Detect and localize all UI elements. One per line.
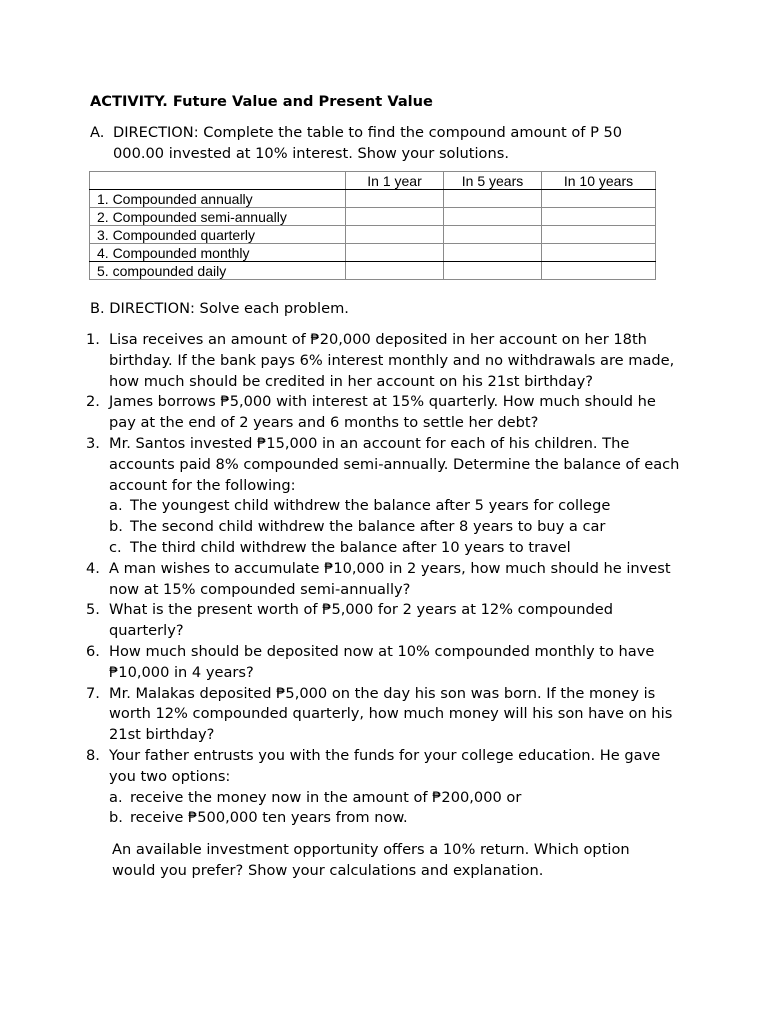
problem-list [86,330,686,829]
sub-item-text: The third child withdrew the balance after 10 years to travel [130,538,571,556]
table-row [90,226,656,244]
table-row [90,190,656,208]
table-row-label: 4. Compounded monthly [90,244,346,262]
problem-item [86,746,686,829]
problem-number: 1. [86,331,100,348]
section-a-label: A. [90,124,105,141]
sub-item [109,517,686,538]
table-row [90,262,656,280]
problem-item [86,434,686,559]
table-cell[interactable] [346,226,444,244]
page-title: ACTIVITY. Future Value and Present Value [90,93,433,110]
table-header-cell: In 5 years [444,172,542,190]
problem-text: How much should be deposited now at 10% compounded monthly to have ₱10,000 in 4 years? [109,642,655,681]
problem-item [86,330,686,392]
sub-item-text: The second child withdrew the balance after 8 years to buy a car [130,518,606,536]
problem-number: 6. [86,642,100,660]
problem-item [86,559,686,601]
table-cell[interactable] [346,208,444,226]
sub-item [109,788,686,809]
sub-item-letter: a. [109,788,123,806]
table-cell[interactable] [346,262,444,280]
problem-number: 7. [86,684,100,702]
problem-number: 8. [86,746,100,764]
table-cell[interactable] [542,190,656,208]
problem-number: 4. [86,559,100,577]
section-a-text: DIRECTION: Complete the table to find the compound amount of P 50 000.00 invested at 10% interest. Show your solutions. [113,124,623,162]
problem-text: Mr. Santos invested ₱15,000 in an account for each of his children. The accounts paid 8% compounded semi-annually. Determine the balance of each account for the following: [109,434,680,494]
table-cell[interactable] [542,262,656,280]
sub-item-text: receive ₱500,000 ten years from now. [130,809,408,827]
problem-item [86,600,686,642]
sub-item-text: The youngest child withdrew the balance after 5 years for college [130,497,611,515]
problem-text: James borrows ₱5,000 with interest at 15% quarterly. How much should he pay at the end of 2 years and 6 months to settle her debt? [109,393,656,432]
table-cell[interactable] [444,226,542,244]
table-cell[interactable] [542,244,656,262]
table-row [90,244,656,262]
sub-item-letter: c. [109,538,122,556]
table-cell[interactable] [346,190,444,208]
table-header-cell: In 1 year [346,172,444,190]
table-cell[interactable] [444,244,542,262]
section-a-direction [90,123,670,165]
problem-number: 2. [86,393,100,411]
problem-item [86,392,686,434]
problem-text: Mr. Malakas deposited ₱5,000 on the day his son was born. If the money is worth 12% compounded quarterly, how much money will his son have on his 21st birthday? [109,684,673,744]
sub-item-list [109,496,686,558]
problem-text: Your father entrusts you with the funds for your college education. He gave you two options: [109,746,661,785]
problem-number: 5. [86,601,100,619]
table-header-row [90,172,656,190]
sub-item-letter: b. [109,809,123,827]
sub-item [109,808,686,829]
sub-item-list [109,788,686,830]
table-cell[interactable] [542,208,656,226]
closing-paragraph: An available investment opportunity offers a 10% return. Which option would you prefer? Show your calculations and explanation. [112,841,630,879]
table-row-label: 2. Compounded semi-annually [90,208,346,226]
sub-item [109,496,686,517]
compound-table [89,171,656,280]
table-cell[interactable] [542,226,656,244]
table-header-cell [90,172,346,190]
problem-text: A man wishes to accumulate ₱10,000 in 2 years, how much should he invest now at 15% compounded semi-annually? [109,559,671,598]
sub-item-text: receive the money now in the amount of ₱200,000 or [130,788,522,806]
problem-item [86,684,686,746]
table-cell[interactable] [444,190,542,208]
problem-number: 3. [86,434,100,452]
sub-item-letter: b. [109,518,123,536]
sub-item [109,538,686,559]
table-row-label: 3. Compounded quarterly [90,226,346,244]
table-row-label: 5. compounded daily [90,262,346,280]
problem-item [86,642,686,684]
table-row-label: 1. Compounded annually [90,190,346,208]
section-b-direction: B. DIRECTION: Solve each problem. [90,300,349,317]
table-cell[interactable] [444,262,542,280]
table-row [90,208,656,226]
sub-item-letter: a. [109,497,123,515]
problem-text: What is the present worth of ₱5,000 for 2 years at 12% compounded quarterly? [109,601,614,640]
table-cell[interactable] [444,208,542,226]
problem-text: Lisa receives an amount of ₱20,000 deposited in her account on her 18th birthday. If the bank pays 6% interest monthly and no withdrawals are made, how much should be credited in her account on his 21st birthday? [109,331,675,390]
table-header-cell: In 10 years [542,172,656,190]
table-cell[interactable] [346,244,444,262]
